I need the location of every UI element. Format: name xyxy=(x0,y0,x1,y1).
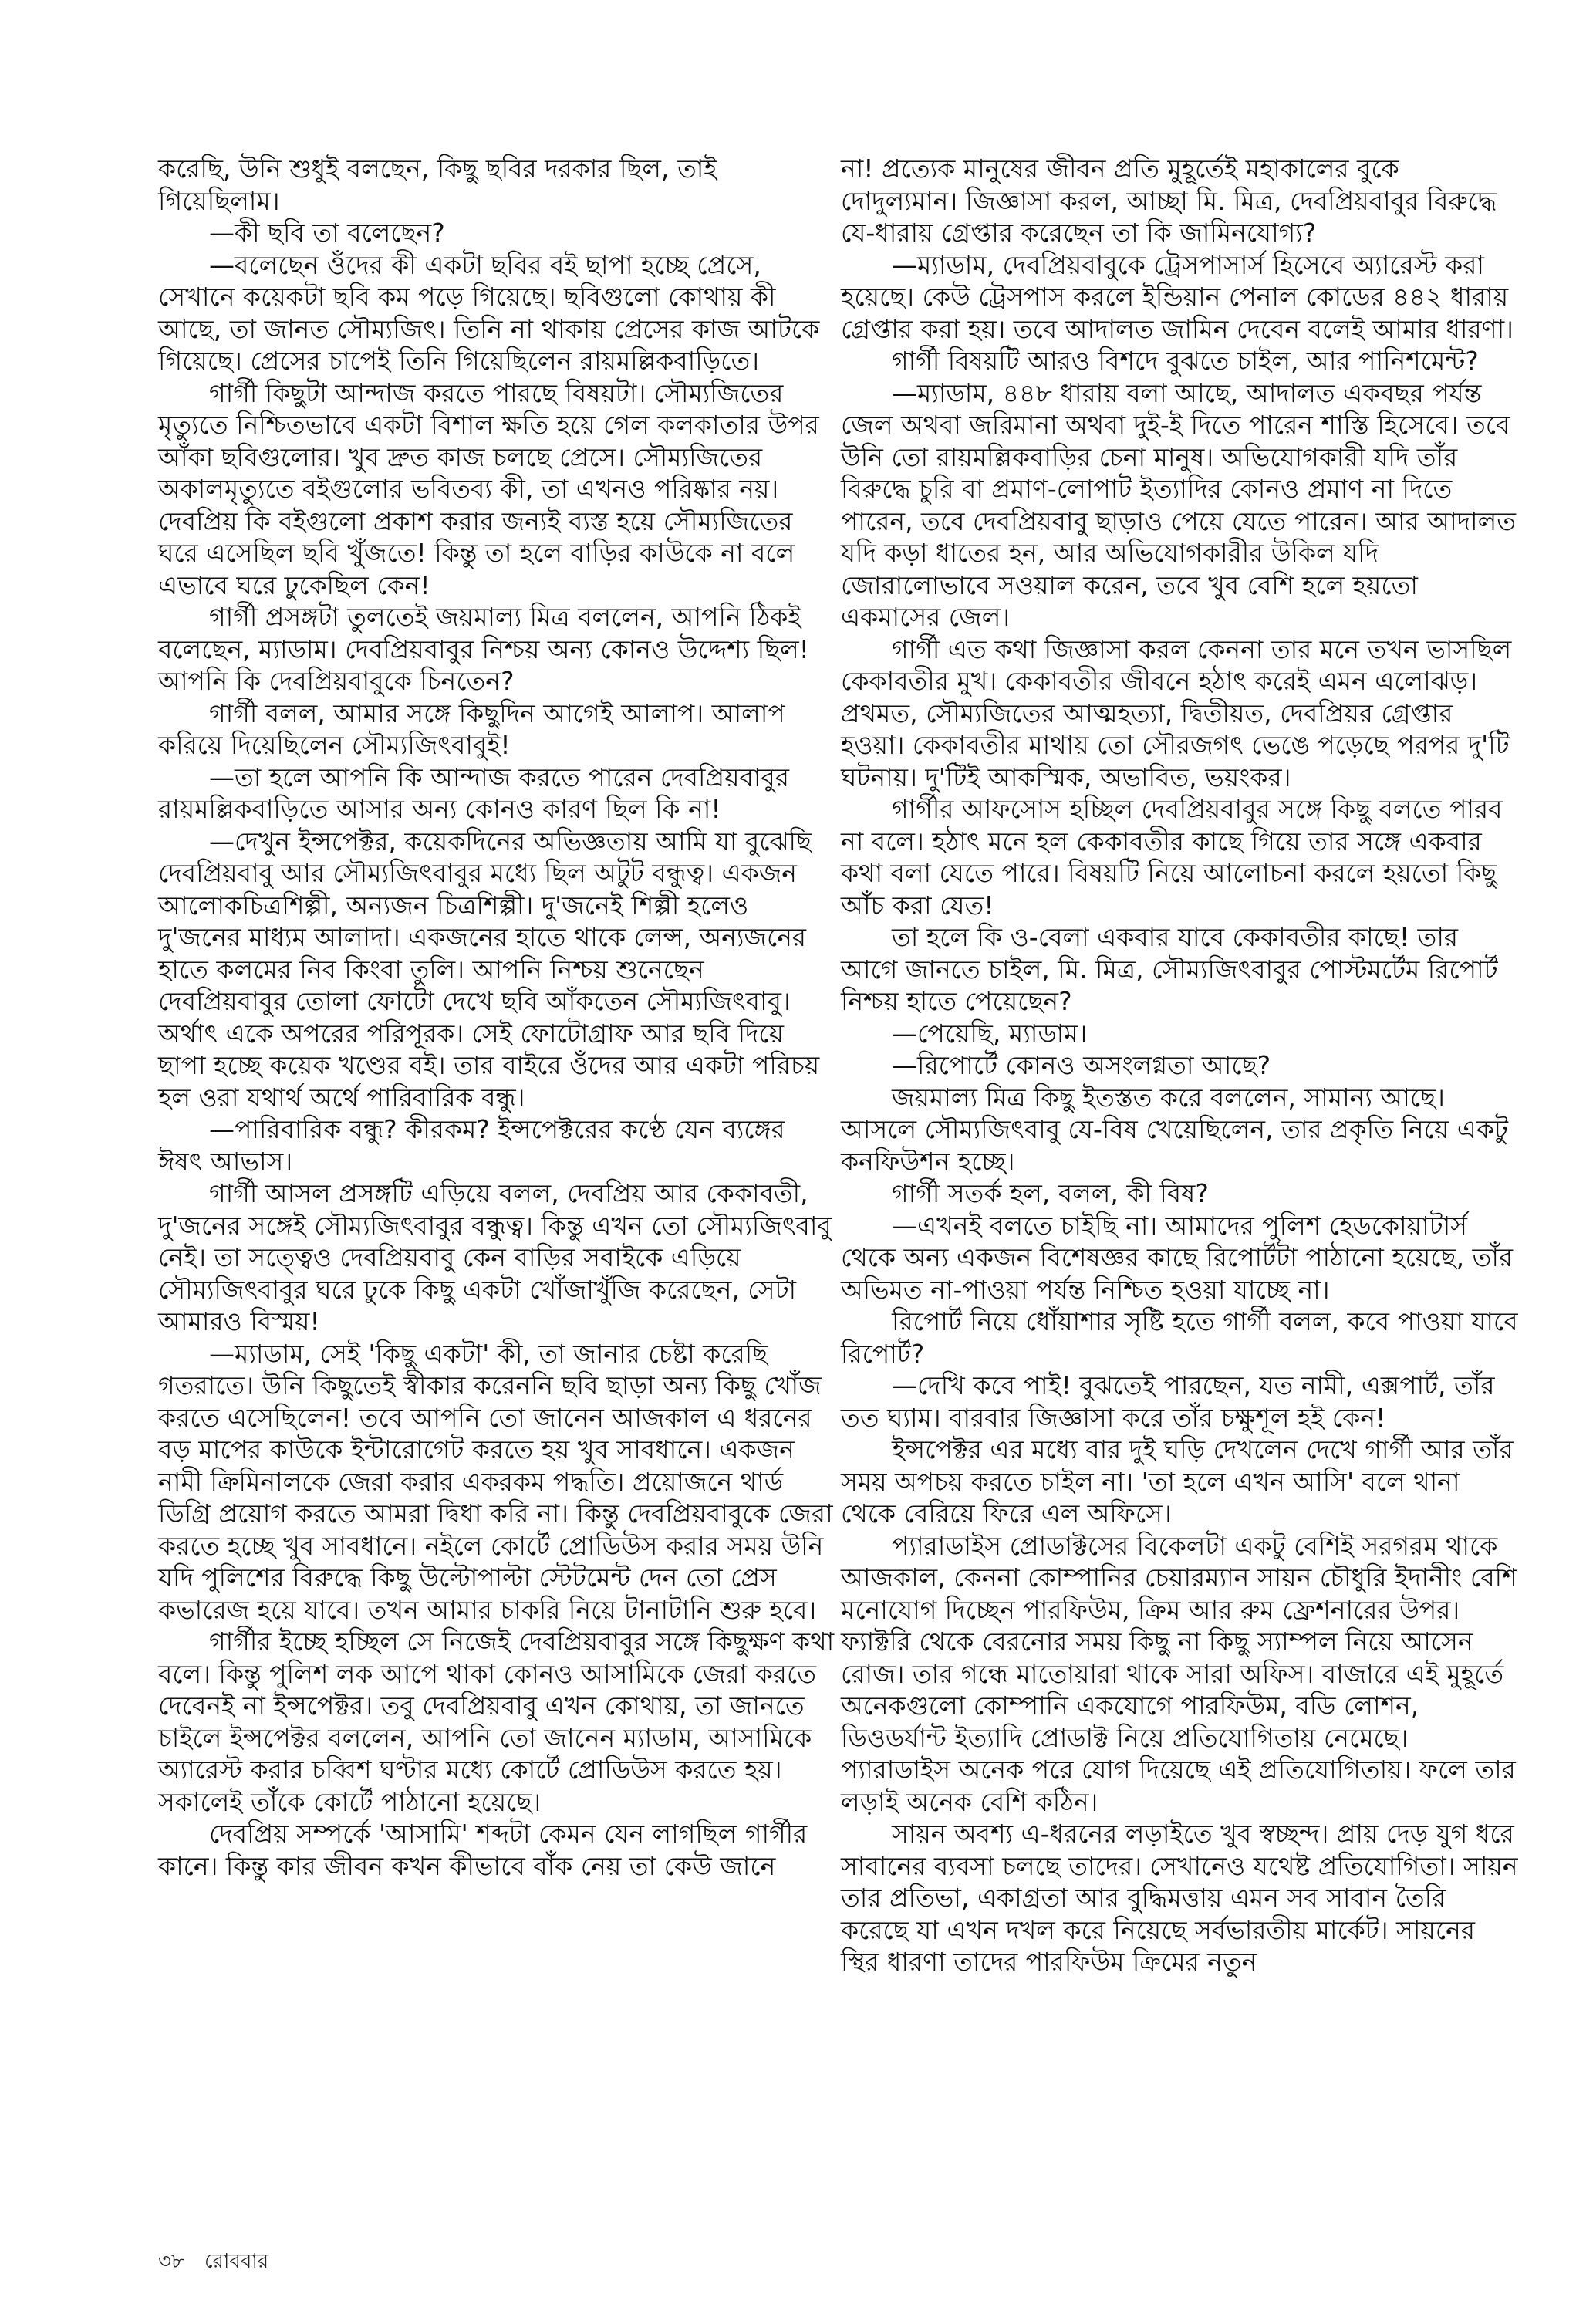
paragraph: গার্গী সতর্ক হল, বলল, কী বিষ? xyxy=(892,1178,1209,1208)
paragraph: ইন্সপেক্টর এর মধ্যে বার দুই ঘড়ি দেখলেন দেখে গার্গী আর তাঁর সময় অপচয় করতে চাইল না। 'তা হলে এখন আসি' বলে থানা থেকে বেরিয়ে ফিরে এল অফিসে। xyxy=(841,1434,1514,1529)
paragraph: —তা হলে আপনি কি আন্দাজ করতে পারেন দেবপ্রিয়বাবুর রায়মল্লিকবাড়িতে আসার অন্য কোনও কারণ ছিল কি না! xyxy=(158,762,789,824)
magazine-name: রোববার xyxy=(204,2250,269,2273)
paragraph: দেবপ্রিয় সম্পর্কে 'আসামি' শব্দটা কেমন যেন লাগছিল গার্গীর কানে। কিন্তু কার জীবন কখন কীভাবে বাঁক নেয় তা কেউ জানে xyxy=(158,1819,808,1881)
paragraph: সায়ন অবশ্য এ-ধরনের লড়াইতে খুব স্বচ্ছন্দ। প্রায় দেড় যুগ ধরে সাবানের ব্যবসা চলছে তাদের। সেখানেও যথেষ্ট প্রতিযোগিতা। সায়ন তার প্রতিভা, একাগ্রতা আর বুদ্ধিমত্তায় এমন সব সাবান তৈরি করেছে যা এখন দখল করে নিয়েছে সর্বভারতীয় মার্কেট। সায়নের স্থির ধারণা তাদের পারফিউম ক্রিমের নতুন xyxy=(841,1819,1518,1977)
paragraph: —পেয়েছি, ম্যাডাম। xyxy=(892,1018,1088,1049)
page-number: ৩৮ xyxy=(158,2250,184,2273)
paragraph: —পারিবারিক বন্ধু? কীরকম? ইন্সপেক্টরের কণ্ঠে যেন ব্যঙ্গের ঈষৎ আভাস। xyxy=(158,1114,785,1177)
paragraph: —ম্যাডাম, দেবপ্রিয়বাবুকে ট্রেসপাসার্স হিসেবে অ্যারেস্ট করা হয়েছে। কেউ ট্রেসপাস করলে ইন্ডিয়ান পেনাল কোডের ৪৪২ ধারায় গ্রেপ্তার করা হয়। তবে আদালত জামিন দেবেন বলেই আমার ধারণা। xyxy=(841,249,1514,344)
paragraph: না! প্রত্যেক মানুষের জীবন প্রতি মুহূর্তেই মহাকালের বুকে দোদুল্যমান। জিজ্ঞাসা করল, আচ্ছা মি. মিত্র, দেবপ্রিয়বাবুর বিরুদ্ধে যে-ধারায় গ্রেপ্তার করেছেন তা কি জামিনযোগ্য? xyxy=(841,154,1497,248)
paragraph: —কী ছবি তা বলেছেন? xyxy=(209,218,445,248)
paragraph: গার্গীর আফসোস হচ্ছিল দেবপ্রিয়বাবুর সঙ্গে কিছু বলতে পারব না বলে। হঠাৎ মনে হল কেকাবতীর কাছে গিয়ে তার সঙ্গে একবার কথা বলা যেতে পারে। বিষয়টি নিয়ে আলোচনা করলে হয়তো কিছু আঁচ করা যেত! xyxy=(841,794,1503,920)
paragraph: জয়মাল্য মিত্র কিছু ইতস্তত করে বললেন, সামান্য আছে। আসলে সৌম্যজিৎবাবু যে-বিষ খেয়েছিলেন, তার প্রকৃতি নিয়ে একটু কনফিউশন হচ্ছে। xyxy=(841,1082,1508,1177)
paragraph: —দেখুন ইন্সপেক্টর, কয়েকদিনের অভিজ্ঞতায় আমি যা বুঝেছি দেবপ্রিয়বাবু আর সৌম্যজিৎবাবুর মধ্যে ছিল অটুট বন্ধুত্ব। একজন আলোকচিত্রশিল্পী, অন্যজন চিত্রশিল্পী। দু'জনেই শিল্পী হলেও দু'জনের মাধ্যম আলাদা। একজনের হাতে থাকে লেন্স, অন্যজনের হাতে কলমের নিব কিংবা তুলি। আপনি নিশ্চয় শুনেছেন দেবপ্রিয়বাবুর তোলা ফোটো দেখে ছবি আঁকতেন সৌম্যজিৎবাবু। অর্থাৎ একে অপরের পরিপূরক। সেই ফোটোগ্রাফ আর ছবি দিয়ে ছাপা হচ্ছে কয়েক খণ্ডের বই। তার বাইরে ওঁদের আর একটা পরিচয় হল ওরা যথার্থ অর্থে পারিবারিক বন্ধু। xyxy=(158,826,820,1113)
paragraph: গার্গী প্রসঙ্গটা তুলতেই জয়মাল্য মিত্র বললেন, আপনি ঠিকই বলেছেন, ম্যাডাম। দেবপ্রিয়বাবুর নিশ্চয় অন্য কোনও উদ্দেশ্য ছিল! আপনি কি দেবপ্রিয়বাবুকে চিনতেন? xyxy=(158,602,809,696)
paragraph: করেছি, উনি শুধুই বলছেন, কিছু ছবির দরকার ছিল, তাই গিয়েছিলাম। xyxy=(158,154,717,216)
paragraph: —ম্যাডাম, সেই 'কিছু একটা' কী, তা জানার চেষ্টা করেছি গতরাতে। উনি কিছুতেই স্বীকার করেননি ছবি ছাড়া অন্য কিছু খোঁজ করতে এসেছিলেন! তবে আপনি তো জানেন আজকাল এ ধরনের বড় মাপের কাউকে ইন্টারোগেট করতে হয় খুব সাবধানে। একজন নামী ক্রিমিনালকে জেরা করার একরকম পদ্ধতি। প্রয়োজনে থার্ড ডিগ্রি প্রয়োগ করতে আমরা দ্বিধা করি না। কিন্তু দেবপ্রিয়বাবুকে জেরা করতে হচ্ছে খুব সাবধানে। নইলে কোর্টে প্রোডিউস করার সময় উনি যদি পুলিশের বিরুদ্ধে কিছু উল্টোপাল্টা স্টেটমেন্ট দেন তো প্রেস কভারেজ হয়ে যাবে। তখন আমার চাকরি নিয়ে টানাটানি শুরু হবে। xyxy=(158,1338,833,1625)
page-footer xyxy=(158,2245,282,2279)
paragraph: প্যারাডাইস প্রোডাক্টসের বিকেলটা একটু বেশিই সরগরম থাকে আজকাল, কেননা কোম্পানির চেয়ারম্যান সায়ন চৌধুরি ইদানীং বেশি মনোযোগ দিচ্ছেন পারফিউম, ক্রিম আর রুম ফ্রেশনারের উপর। ফ্যাক্টরি থেকে বেরনোর সময় কিছু না কিছু স্যাম্পল নিয়ে আসেন রোজ। তার গন্ধে মাতোয়ারা থাকে সারা অফিস। বাজারে এই মুহূর্তে অনেকগুলো কোম্পানি একযোগে পারফিউম, বডি লোশন, ডিওডর্যান্ট ইত্যাদি প্রোডাক্ট নিয়ে প্রতিযোগিতায় নেমেছে। প্যারাডাইস অনেক পরে যোগ দিয়েছে এই প্রতিযোগিতায়। ফলে তার লড়াই অনেক বেশি কঠিন। xyxy=(841,1530,1517,1817)
paragraph: গার্গী বিষয়টি আরও বিশদে বুঝতে চাইল, আর পানিশমেন্ট? xyxy=(892,346,1479,376)
paragraph: গার্গী বলল, আমার সঙ্গে কিছুদিন আগেই আলাপ। আলাপ করিয়ে দিয়েছিলেন সৌম্যজিৎবাবুই! xyxy=(158,698,785,760)
paragraph: তা হলে কি ও-বেলা একবার যাবে কেকাবতীর কাছে! তার আগে জানতে চাইল, মি. মিত্র, সৌম্যজিৎবাবুর পোস্টমর্টেম রিপোর্ট নিশ্চয় হাতে পেয়েছেন? xyxy=(841,922,1498,1016)
paragraph: গার্গী আসল প্রসঙ্গটি এড়িয়ে বলল, দেবপ্রিয় আর কেকাবতী, দু'জনের সঙ্গেই সৌম্যজিৎবাবুর বন্ধুত্ব। কিন্তু এখন তো সৌম্যজিৎবাবু নেই। তা সত্ত্বেও দেবপ্রিয়বাবু কেন বাড়ির সবাইকে এড়িয়ে সৌম্যজিৎবাবুর ঘরে ঢুকে কিছু একটা খোঁজাখুঁজি করেছেন, সেটা আমারও বিস্ময়! xyxy=(158,1178,832,1336)
paragraph: গার্গী কিছুটা আন্দাজ করতে পারছে বিষয়টা। সৌম্যজিতের মৃত্যুতে নিশ্চিতভাবে একটা বিশাল ক্ষতি হয়ে গেল কলকাতার উপর আঁকা ছবিগুলোর। খুব দ্রুত কাজ চলছে প্রেসে। সৌম্যজিতের অকালমৃত্যুতে বইগুলোর ভবিতব্য কী, তা এখনও পরিষ্কার নয়। দেবপ্রিয় কি বইগুলো প্রকাশ করার জন্যই ব্যস্ত হয়ে সৌম্যজিতের ঘরে এসেছিল ছবি খুঁজতে! কিন্তু তা হলে বাড়ির কাউকে না বলে এভাবে ঘরে ঢুকেছিল কেন! xyxy=(158,377,819,600)
paragraph: —রিপোর্টে কোনও অসংলগ্নতা আছে? xyxy=(892,1050,1271,1080)
paragraph: —বলেছেন ওঁদের কী একটা ছবির বই ছাপা হচ্ছে প্রেসে, সেখানে কয়েকটা ছবি কম পড়ে গিয়েছে। ছবিগুলো কোথায় কী আছে, তা জানত সৌম্যজিৎ। তিনি না থাকায় প্রেসের কাজ আটকে গিয়েছে। প্রেসের চাপেই তিনি গিয়েছিলেন রায়মল্লিকবাড়িতে। xyxy=(158,249,820,376)
text-column-left xyxy=(158,153,837,1882)
paragraph: গার্গীর ইচ্ছে হচ্ছিল সে নিজেই দেবপ্রিয়বাবুর সঙ্গে কিছুক্ষণ কথা বলে। কিন্তু পুলিশ লক আপে থাকা কোনও আসামিকে জেরা করতে দেবেনই না ইন্সপেক্টর। তবু দেবপ্রিয়বাবু এখন কোথায়, তা জানতে চাইলে ইন্সপেক্টর বললেন, আপনি তো জানেন ম্যাডাম, আসামিকে অ্যারেস্ট করার চব্বিশ ঘণ্টার মধ্যে কোর্টে প্রোডিউস করতে হয়। সকালেই তাঁকে কোর্টে পাঠানো হয়েছে। xyxy=(158,1626,835,1817)
paragraph: —দেখি কবে পাই! বুঝতেই পারছেন, যত নামী, এক্সপার্ট, তাঁর তত ঘ্যাম। বারবার জিজ্ঞাসা করে তাঁর চক্ষুশূল হই কেন! xyxy=(841,1370,1495,1433)
paragraph: —ম্যাডাম, ৪৪৮ ধারায় বলা আছে, আদালত একবছর পর্যন্ত জেল অথবা জরিমানা অথবা দুই-ই দিতে পারেন শাস্তি হিসেবে। তবে উনি তো রায়মল্লিকবাড়ির চেনা মানুষ। অভিযোগকারী যদি তাঁর বিরুদ্ধে চুরি বা প্রমাণ-লোপাট ইত্যাদির কোনও প্রমাণ না দিতে পারেন, তবে দেবপ্রিয়বাবু ছাড়াও পেয়ে যেতে পারেন। আর আদালত যদি কড়া ধাতের হন, আর অভিযোগকারীর উকিল যদি জোরালোভাবে সওয়াল করেন, তবে খুব বেশি হলে হয়তো একমাসের জেল। xyxy=(841,377,1516,632)
text-column-right xyxy=(841,153,1520,1978)
paragraph: —এখনই বলতে চাইছি না। আমাদের পুলিশ হেডকোয়াটার্স থেকে অন্য একজন বিশেষজ্ঞর কাছে রিপোর্টটা পাঠানো হয়েছে, তাঁর অভিমত না-পাওয়া পর্যন্ত নিশ্চিত হওয়া যাচ্ছে না। xyxy=(841,1210,1514,1305)
paragraph: গার্গী এত কথা জিজ্ঞাসা করল কেননা তার মনে তখন ভাসছিল কেকাবতীর মুখ। কেকাবতীর জীবনে হঠাৎ করেই এমন এলোঝড়। প্রথমত, সৌম্যজিতের আত্মহত্যা, দ্বিতীয়ত, দেবপ্রিয়র গ্রেপ্তার হওয়া। কেকাবতীর মাথায় তো সৌরজগৎ ভেঙে পড়েছে পরপর দু'টি ঘটনায়। দু'টিই আকস্মিক, অভাবিত, ভয়ংকর। xyxy=(841,633,1512,792)
paragraph: রিপোর্ট নিয়ে ধোঁয়াশার সৃষ্টি হতে গার্গী বলল, কবে পাওয়া যাবে রিপোর্ট? xyxy=(841,1306,1518,1369)
